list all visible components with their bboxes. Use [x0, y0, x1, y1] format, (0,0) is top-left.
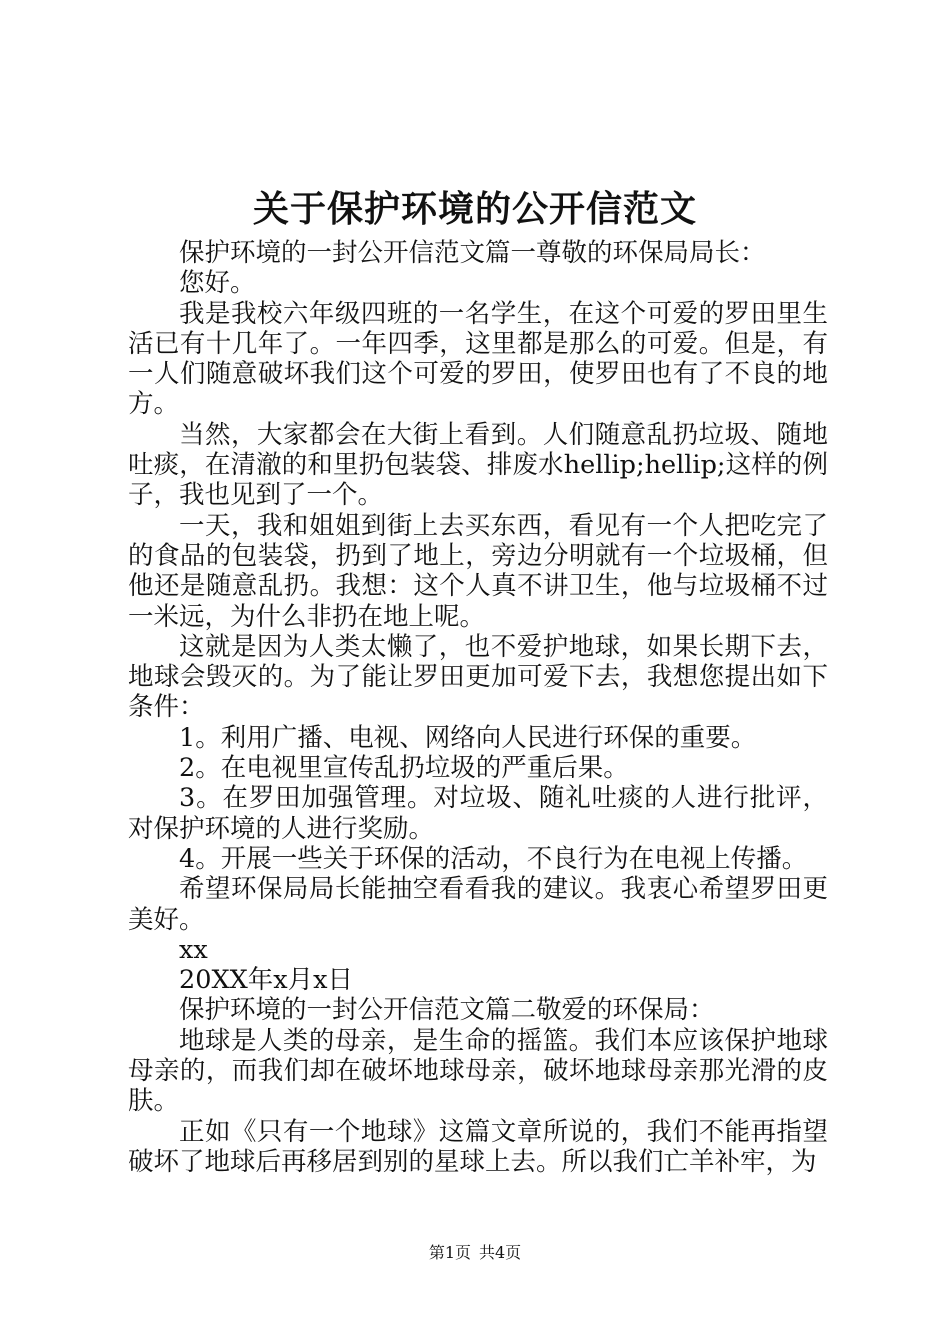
paragraph: 当然，大家都会在大街上看到。人们随意乱扔垃圾、随地吐痰，在清澈的和里扔包装袋、排废水hellip;hellip;这样的例子，我也见到了一个。 [128, 419, 828, 511]
paragraph: 3。在罗田加强管理。对垃圾、随礼吐痰的人进行批评，对保护环境的人进行奖励。 [128, 783, 828, 844]
paragraph: 一天，我和姐姐到街上去买东西，看见有一个人把吃完了的食品的包装袋，扔到了地上，旁边分明就有一个垃圾桶，但他还是随意乱扔。我想：这个人真不讲卫生，他与垃圾桶不过一米远，为什么非扔在地上呢。 [128, 510, 828, 632]
document-title: 关于保护环境的公开信范文 [252, 188, 697, 230]
paragraph: 我是我校六年级四班的一名学生，在这个可爱的罗田里生活已有十几年了。一年四季，这里都是那么的可爱。但是，有一人们随意破坏我们这个可爱的罗田，使罗田也有了不良的地方。 [128, 298, 828, 420]
paragraph: 保护环境的一封公开信范文篇二敬爱的环保局： [179, 995, 715, 1026]
paragraph: 4。开展一些关于环保的活动，不良行为在电视上传播。 [179, 843, 808, 874]
paragraph: 您好。 [179, 268, 256, 299]
paragraph: 地球是人类的母亲，是生命的摇篮。我们本应该保护地球母亲的，而我们却在破坏地球母亲，破坏地球母亲那光滑的皮肤。 [128, 1025, 828, 1117]
page-total: 共4页 [479, 1243, 522, 1262]
paragraph: 1。利用广播、电视、网络向人民进行环保的重要。 [179, 722, 757, 753]
document-body [128, 238, 828, 1177]
paragraph: 保护环境的一封公开信范文篇一尊敬的环保局局长： [179, 238, 766, 268]
page-number: 第1页 [428, 1243, 471, 1262]
paragraph: 这就是因为人类太懒了，也不爱护地球，如果长期下去，地球会毁灭的。为了能让罗田更加可爱下去，我想您提出如下条件： [128, 631, 828, 723]
paragraph: 正如《只有一个地球》这篇文章所说的，我们不能再指望破坏了地球后再移居到别的星球上去。所以我们亡羊补牢，为 [128, 1116, 828, 1177]
signature-date: 20XX年x月x日 [179, 965, 354, 996]
paragraph: 希望环保局局长能抽空看看我的建议。我衷心希望罗田更美好。 [128, 874, 828, 935]
paragraph: 2。在电视里宣传乱扔垃圾的严重后果。 [179, 753, 629, 784]
signature-name: xx [179, 934, 208, 965]
page-footer [0, 1242, 950, 1264]
